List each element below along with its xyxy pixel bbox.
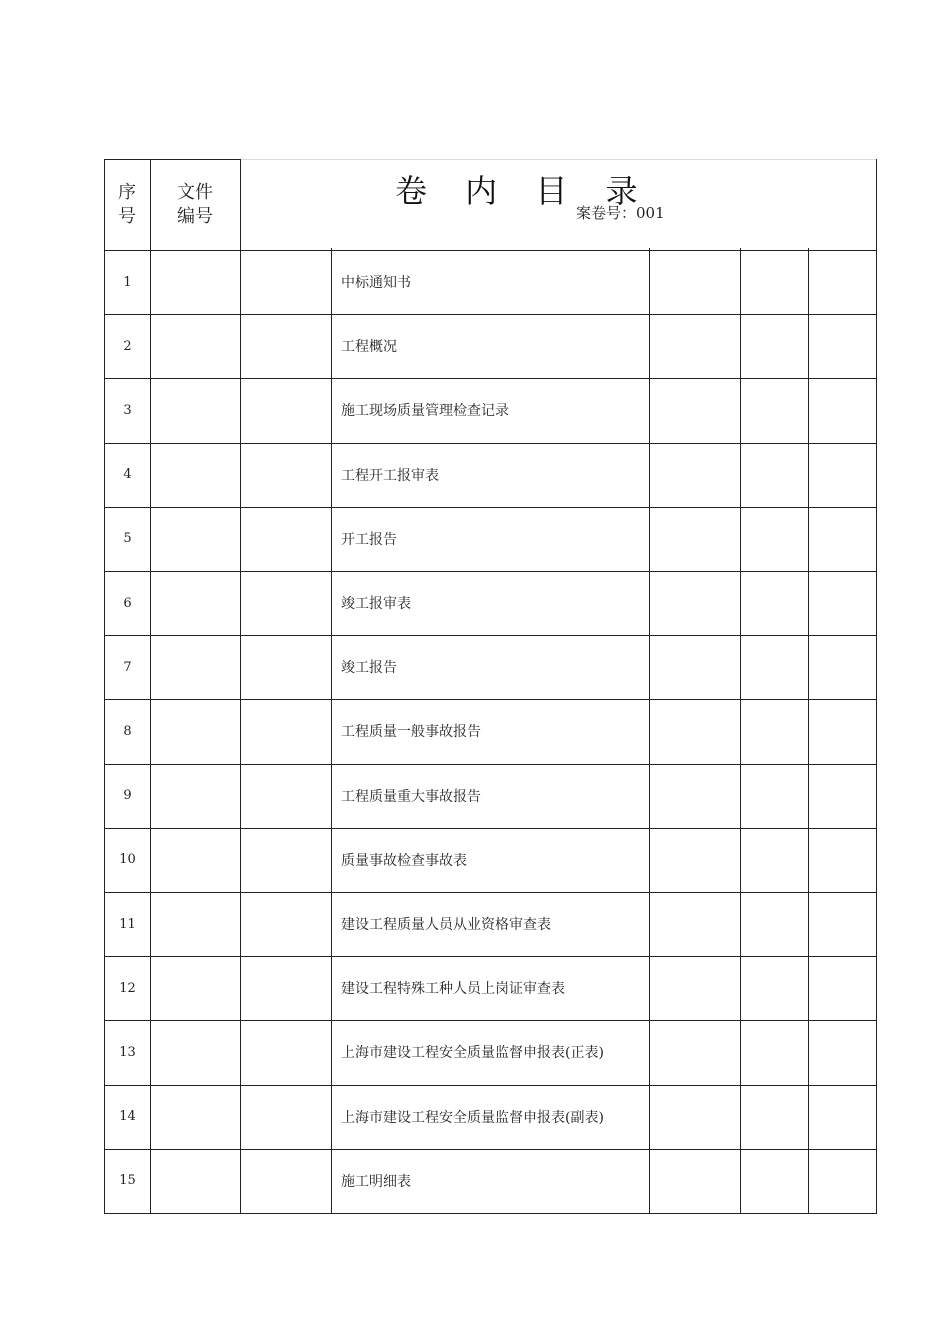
row-file-no-cell [151,378,241,442]
row-date-cell [650,1149,741,1213]
table-row [105,1085,876,1149]
row-date-cell [650,1085,741,1149]
row-remark-cell [809,956,876,1020]
table-row [105,635,876,699]
row-responsible-cell [241,507,332,571]
row-seq: 1 [123,274,132,290]
row-responsible-cell [241,699,332,763]
row-file-no-cell [151,571,241,635]
row-title: 施工现场质量管理检查记录 [341,403,509,420]
frame-right-line [876,159,877,1214]
row-file-no-cell [151,764,241,828]
row-page-cell [741,314,809,378]
row-divider [104,443,877,444]
table-row [105,699,876,763]
row-responsible-cell [241,828,332,892]
row-seq: 6 [123,595,132,611]
row-responsible-cell [241,378,332,442]
row-responsible-cell [241,892,332,956]
row-seq: 9 [123,788,132,804]
row-seq: 13 [119,1044,136,1060]
row-responsible-cell [241,571,332,635]
row-title: 中标通知书 [341,275,411,291]
row-page-cell [741,1149,809,1213]
row-page-cell [741,764,809,828]
row-responsible-cell [241,250,332,314]
row-seq: 5 [123,531,132,547]
row-date-cell [650,828,741,892]
row-file-no-cell [151,635,241,699]
row-divider [104,892,877,893]
row-remark-cell [809,699,876,763]
row-responsible-cell [241,1085,332,1149]
row-title: 工程开工报审表 [341,467,439,484]
row-page-cell [741,443,809,507]
row-remark-cell [809,635,876,699]
row-page-cell [741,378,809,442]
row-responsible-cell [241,764,332,828]
row-file-no-cell [151,507,241,571]
row-remark-cell [809,571,876,635]
row-file-no-cell [151,1085,241,1149]
row-remark-cell [809,378,876,442]
table-row [105,250,876,314]
row-date-cell [650,378,741,442]
table-row [105,314,876,378]
table-row [105,764,876,828]
row-page-cell [741,1085,809,1149]
row-title: 竣工报告 [341,660,397,677]
row-seq: 3 [123,402,132,418]
row-divider [104,314,877,315]
row-responsible-cell [241,956,332,1020]
table-row [105,1020,876,1084]
row-remark-cell [809,250,876,314]
row-page-cell [741,635,809,699]
row-page-cell [741,956,809,1020]
row-remark-cell [809,892,876,956]
row-date-cell [650,250,741,314]
column-header-file-no-line2: 编号 [177,206,213,227]
row-title: 建设工程质量人员从业资格审查表 [341,917,551,933]
table-row [105,828,876,892]
row-title: 质量事故检查事故表 [341,852,467,869]
row-file-no-cell [151,892,241,956]
table-row [105,443,876,507]
row-divider [104,1085,877,1086]
row-date-cell [650,956,741,1020]
table-row [105,1149,876,1213]
row-page-cell [741,1020,809,1084]
column-header-file-no-line1: 文件 [177,182,213,203]
row-responsible-cell [241,443,332,507]
row-seq: 2 [123,338,132,354]
table-row [105,892,876,956]
row-remark-cell [809,1149,876,1213]
page-title: 卷 内 目 录 [395,172,652,210]
row-file-no-cell [151,699,241,763]
column-header-seq-line1: 序 [118,182,136,203]
row-divider [104,378,877,379]
column-header-file-no [150,160,240,250]
row-divider [104,1020,877,1021]
row-title: 建设工程特殊工种人员上岗证审查表 [341,981,565,998]
row-file-no-cell [151,1149,241,1213]
row-file-no-cell [151,250,241,314]
row-seq: 8 [123,723,132,739]
row-file-no-cell [151,443,241,507]
row-remark-cell [809,1085,876,1149]
row-seq: 12 [119,980,136,996]
row-file-no-cell [151,956,241,1020]
row-divider [104,571,877,572]
row-seq: 11 [119,916,136,932]
table-row [105,956,876,1020]
row-date-cell [650,764,741,828]
row-date-cell [650,571,741,635]
row-responsible-cell [241,1149,332,1213]
row-divider [104,507,877,508]
row-file-no-cell [151,314,241,378]
row-responsible-cell [241,635,332,699]
row-title: 工程质量重大事故报告 [341,788,481,805]
row-seq: 4 [123,467,132,483]
row-divider [104,635,877,636]
row-title: 开工报告 [341,531,397,548]
row-title: 上海市建设工程安全质量监督申报表(副表) [341,1109,604,1126]
row-date-cell [650,314,741,378]
row-seq: 10 [119,852,136,868]
row-page-cell [741,250,809,314]
row-title: 竣工报审表 [341,596,411,612]
row-remark-cell [809,764,876,828]
row-file-no-cell [151,828,241,892]
row-page-cell [741,892,809,956]
row-date-cell [650,635,741,699]
table-row [105,378,876,442]
row-divider [104,764,877,765]
row-seq: 15 [119,1173,136,1189]
row-divider [104,1149,877,1150]
row-date-cell [650,443,741,507]
row-responsible-cell [241,1020,332,1084]
row-seq: 7 [123,659,132,675]
row-title: 上海市建设工程安全质量监督申报表(正表) [341,1045,604,1062]
row-date-cell [650,892,741,956]
row-seq: 14 [119,1109,136,1125]
row-title: 工程质量一般事故报告 [341,724,481,741]
row-page-cell [741,571,809,635]
row-page-cell [741,699,809,763]
row-divider [104,699,877,700]
row-remark-cell [809,443,876,507]
row-date-cell [650,507,741,571]
frame-top-line-thin [241,159,877,160]
row-responsible-cell [241,314,332,378]
row-remark-cell [809,828,876,892]
row-page-cell [741,507,809,571]
frame-bottom-line [104,1213,877,1214]
row-file-no-cell [151,1020,241,1084]
column-header-seq-line2: 号 [118,206,136,227]
row-remark-cell [809,1020,876,1084]
table-row [105,507,876,571]
row-remark-cell [809,314,876,378]
row-title: 施工明细表 [341,1173,411,1190]
row-divider [104,828,877,829]
volume-number: 案卷号：001 [576,204,665,222]
row-date-cell [650,699,741,763]
row-page-cell [741,828,809,892]
table-row [105,571,876,635]
row-remark-cell [809,507,876,571]
row-title: 工程概况 [341,339,397,356]
row-date-cell [650,1020,741,1084]
column-header-seq [104,160,150,250]
row-divider [104,956,877,957]
